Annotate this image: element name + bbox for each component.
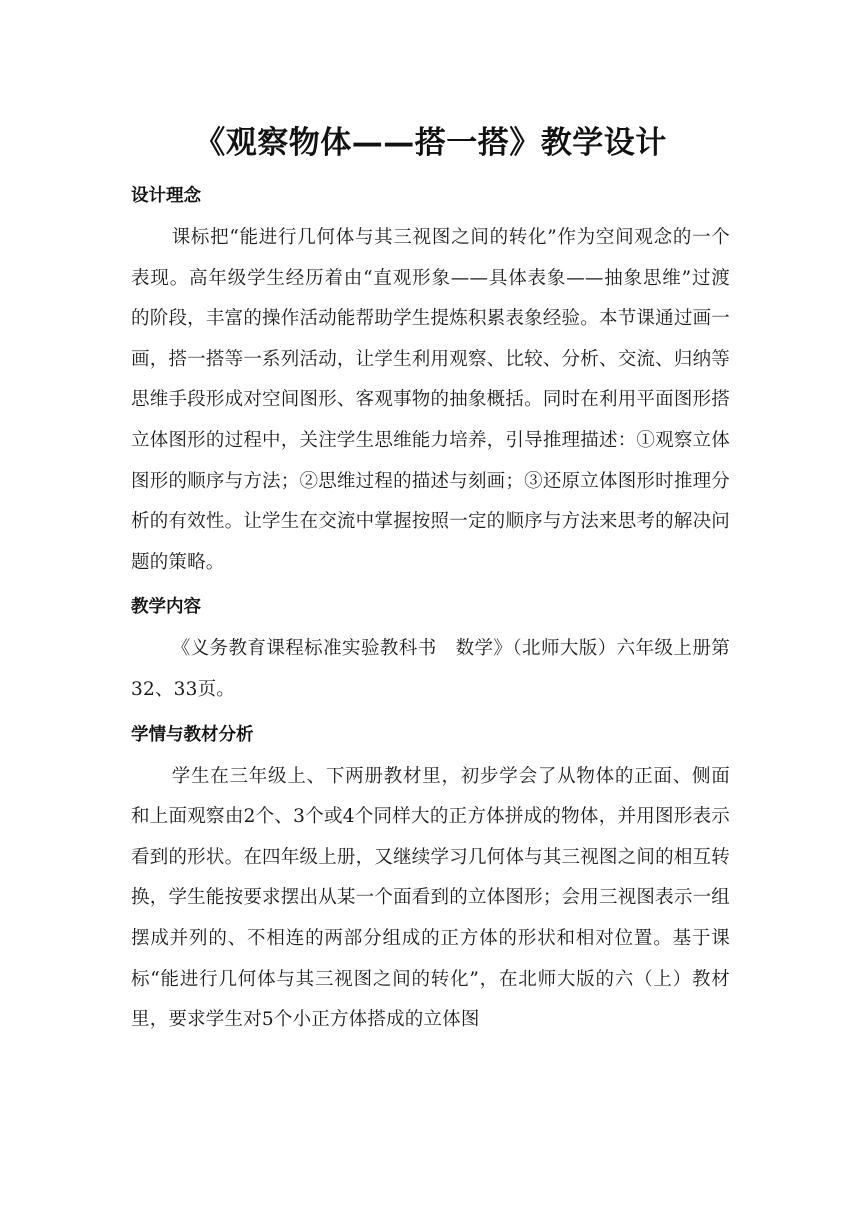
section-paragraph: 《义务教育课程标准实验教科书 数学》（北师大版）六年级上册第32、33页。 — [131, 638, 730, 700]
section-student-analysis — [131, 713, 730, 1041]
section-heading: 设计理念 — [131, 186, 201, 206]
section-heading: 教学内容 — [131, 597, 201, 618]
section-teaching-content — [131, 585, 730, 710]
section-paragraph: 学生在三年级上、下两册教材里，初步学会了从物体的正面、侧面和上面观察由2个、3个或4个同样大的正方体拼成的物体，并用图形表示看到的形状。在四年级上册，又继续学习几何体与其三视图之间的相互转换，学生能按要求摆出从某一个面看到的立体图形；会用三视图表示一组摆成并列的、不相连的两部分组成的正方体的形状和相对位置。基于课标“能进行几何体与其三视图之间的转化”，在北师大版的六（上）教材里，要求学生对5个小正方体搭成的立体图 — [131, 765, 730, 1031]
section-design-philosophy — [131, 174, 730, 583]
section-paragraph: 课标把“能进行几何体与其三视图之间的转化”作为空间观念的一个表现。高年级学生经历着由“直观形象——具体表象——抽象思维”过渡的阶段，丰富的操作活动能帮助学生提炼积累表象经验。本节课通过画一画，搭一搭等一系列活动，让学生利用观察、比较、分析、交流、归纳等思维手段形成对空间图形、客观事物的抽象概括。同时在利用平面图形搭立体图形的过程中，关注学生思维能力培养，引导推理描述：①观察立体图形的顺序与方法；②思维过程的描述与刻画；③还原立体图形时推理分析的有效性。让学生在交流中掌握按照一定的顺序与方法来思考的解决问题的策略。 — [131, 227, 730, 573]
section-heading: 学情与教材分析 — [131, 724, 254, 745]
document-title: 《观察物体——搭一搭》教学设计 — [194, 125, 667, 161]
document-page — [131, 118, 730, 1041]
